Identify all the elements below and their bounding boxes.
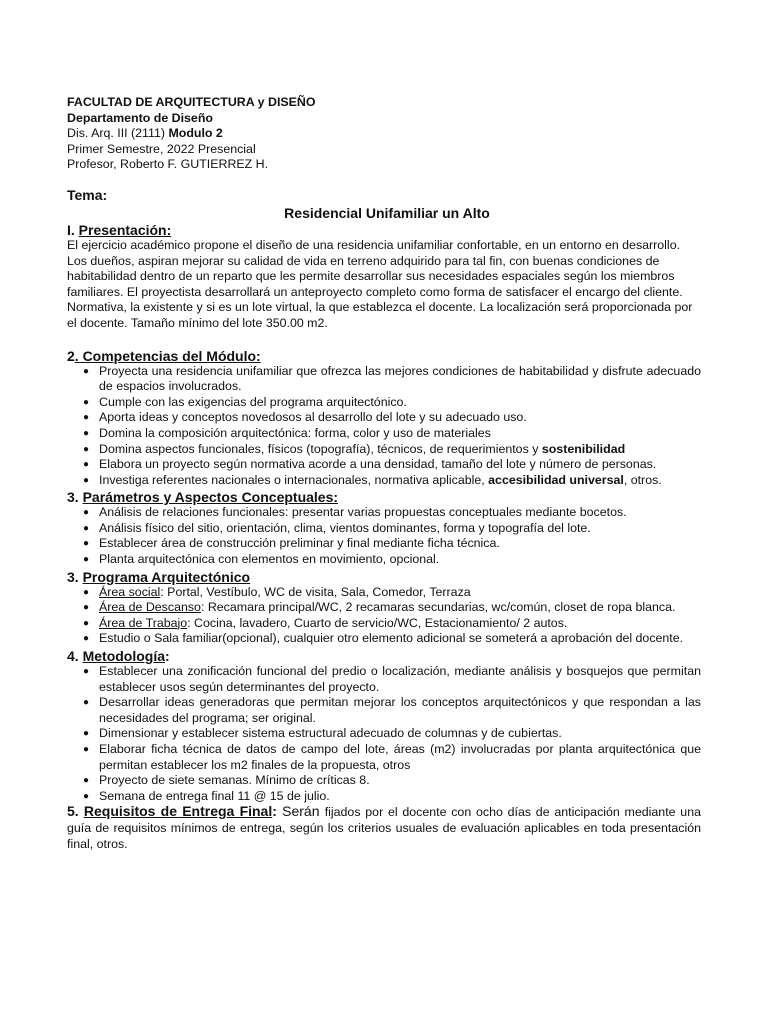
presentacion-text: El ejercicio académico propone el diseño de una residencia unifamiliar confortable, en un entorno en desarrollo. Los dueños, aspiran mejorar su calidad de vida en terreno adquirido para tal fin, con buenas condiciones de habitabilidad dentro de un reparto que les permite desarrollar sus necesidades espaciales según los miembros familiares. El proyectista desarrollará un anteproyecto completo como forma de satisfacer el encargo del cliente. Normativa, la existente y si es un lote virtual, la que establezca el docente. La localización será proporcionada por el docente. Tamaño mínimo del lote 350.00 m2.	[67, 237, 693, 330]
subject-title: Residencial Unifamiliar un Alto	[284, 204, 490, 221]
list-item-text-end: , otros.	[623, 472, 662, 487]
list-item-text: Análisis físico del sitio, orientación, clima, vientos dominantes, forma y topografía del lote.	[99, 520, 591, 535]
course-code	[67, 126, 701, 142]
section-title: Programa Arquitectónico	[82, 568, 251, 585]
module-label: Modulo 2	[168, 126, 223, 141]
section-title-colon: :	[272, 803, 277, 820]
list-item	[83, 726, 701, 742]
bullet-icon: ●	[83, 633, 90, 645]
section-title: Requisitos de Entrega Final	[83, 803, 273, 820]
bullet-icon: ●	[83, 666, 90, 678]
section-title: Presentación:	[78, 221, 172, 238]
list-item-text: : Portal, Vestíbulo, WC de visita, Sala, Comedor, Terraza	[160, 584, 471, 599]
list-item	[83, 410, 701, 426]
list-item-text: Elabora un proyecto según normativa acorde a una densidad, tamaño del lote y número de personas.	[99, 457, 657, 472]
section-number: 4.	[67, 648, 83, 665]
section-number: 5.	[67, 803, 84, 820]
list-item	[83, 457, 701, 473]
section-number: 2	[67, 347, 75, 364]
list-item	[83, 473, 701, 489]
section-number: I.	[67, 221, 79, 238]
list-item-text: Elaborar ficha técnica de datos de campo del lote, áreas (m2) involucradas por planta arquitectónica que permitan establecer los m2 finales de la propuesta, otros	[99, 742, 701, 772]
tema-label: Tema:	[67, 186, 108, 203]
section-metodologia-heading	[67, 648, 701, 664]
section-presentacion-heading	[67, 222, 701, 238]
bullet-icon: ●	[83, 586, 90, 598]
bullet-icon: ●	[83, 775, 90, 787]
list-item-text: Cumple con las exigencias del programa arquitectónico.	[99, 394, 407, 409]
department-name: Departamento de Diseño	[67, 110, 213, 125]
programa-list	[67, 585, 701, 647]
list-item-text: Domina aspectos funcionales, físicos (topografía), técnicos, de requerimientos y	[99, 441, 542, 456]
list-item	[83, 426, 701, 442]
list-item-text: Análisis de relaciones funcionales: presentar varias propuestas conceptuales mediante bocetos.	[99, 505, 627, 520]
list-item	[83, 364, 701, 395]
course-code-text: Dis. Arq. III (2111)	[67, 126, 169, 141]
section-parametros-heading	[67, 489, 701, 505]
section-title: Parámetros y Aspectos Conceptuales:	[82, 489, 339, 506]
professor: Profesor, Roberto F. GUTIERREZ H.	[67, 157, 269, 172]
section-programa-heading	[67, 569, 701, 585]
list-item	[83, 616, 701, 632]
list-item-bold: sostenibilidad	[541, 441, 626, 456]
bullet-icon: ●	[83, 427, 90, 439]
bullet-icon: ●	[83, 744, 90, 755]
list-item	[83, 695, 701, 726]
list-item-text: : Cocina, lavadero, Cuarto de servicio/WC, Estacionamiento/ 2 autos.	[187, 615, 568, 630]
list-item-text: Investiga referentes nacionales o internacionales, normativa aplicable,	[99, 472, 489, 487]
bullet-icon: ●	[83, 507, 90, 519]
list-item-text: Establecer una zonificación funcional del predio o localización, mediante análisis y bosquejos que permitan establecer usos según determinantes del proyecto.	[99, 664, 701, 694]
competencias-list	[67, 364, 701, 489]
requisitos-text: fijados por el docente con ocho días de anticipación mediante una guía de requisitos mínimos de entrega, según los criterios usuales de evaluación aplicables en toda presentación final, otros.	[67, 805, 701, 851]
list-item-text: Establecer área de construcción preliminar y final mediante ficha técnica.	[99, 536, 500, 551]
list-item-text: Estudio o Sala familiar(opcional), cualquier otro elemento adicional se someterá a aprobación del docente.	[99, 631, 684, 646]
list-item-text: Semana de entrega final 11 @ 15 de julio.	[99, 788, 330, 803]
list-item-text: Proyecta una residencia unifamiliar que ofrezca las mejores condiciones de habitabilidad y disfrute adecuado de espacios involucrados.	[99, 363, 701, 394]
section-title-colon: :	[165, 648, 170, 665]
list-item-text: Proyecto de siete semanas. Mínimo de críticas 8.	[99, 773, 370, 788]
bullet-icon: ●	[83, 522, 90, 534]
list-item	[83, 631, 701, 647]
list-item	[83, 773, 701, 789]
list-item	[83, 600, 701, 616]
section-title: Metodología	[82, 648, 166, 665]
section-requisitos	[67, 804, 701, 852]
section-title: . Competencias del Módulo:	[74, 347, 261, 364]
section-number: 3.	[67, 568, 83, 585]
list-item	[83, 521, 701, 537]
list-item	[83, 789, 701, 805]
semester: Primer Semestre, 2022 Presencial	[67, 141, 256, 156]
bullet-icon: ●	[83, 602, 90, 614]
bullet-icon: ●	[83, 697, 90, 709]
area-label: Área de Trabajo	[99, 615, 188, 630]
metodologia-list	[67, 664, 701, 804]
list-item	[83, 505, 701, 521]
list-item	[83, 536, 701, 552]
bullet-icon: ●	[83, 396, 90, 408]
bullet-icon: ●	[83, 365, 90, 377]
bullet-icon: ●	[83, 554, 90, 566]
requisitos-intro: Serán	[276, 803, 325, 820]
bullet-icon: ●	[83, 617, 90, 629]
list-item-text: Domina la composición arquitectónica: forma, color y uso de materiales	[99, 425, 491, 440]
list-item-bold: accesibilidad universal	[488, 472, 624, 487]
list-item-text: : Recamara principal/WC, 2 recamaras secundarias, wc/común, closet de ropa blanca.	[200, 600, 676, 615]
bullet-icon: ●	[83, 459, 90, 471]
list-item-text: Desarrollar ideas generadoras que permitan mejorar los conceptos arquitectónicos y que respondan a las necesidades del programa; ser original.	[99, 695, 701, 725]
list-item-text: Planta arquitectónica con elementos en movimiento, opcional.	[99, 552, 440, 567]
list-item	[83, 395, 701, 411]
area-label: Área social	[99, 584, 161, 599]
list-item-text: Aporta ideas y conceptos novedosos al desarrollo del lote y su adecuado uso.	[99, 410, 527, 425]
parametros-list	[67, 505, 701, 567]
section-competencias-heading	[67, 348, 701, 364]
bullet-icon: ●	[83, 728, 90, 740]
bullet-icon: ●	[83, 412, 90, 424]
list-item-text: Dimensionar y establecer sistema estructural adecuado de columnas y de cubiertas.	[99, 726, 562, 741]
list-item	[83, 742, 701, 773]
bullet-icon: ●	[83, 474, 90, 486]
faculty-name: FACULTAD DE ARQUITECTURA y DISEÑO	[67, 95, 316, 109]
list-item	[83, 664, 701, 695]
list-item	[83, 442, 701, 458]
area-label: Área de Descanso	[99, 600, 201, 615]
document-content	[67, 95, 701, 852]
section-number: 3.	[67, 489, 83, 506]
bullet-icon: ●	[83, 443, 90, 455]
list-item	[83, 552, 701, 568]
list-item	[83, 585, 701, 601]
bullet-icon: ●	[83, 790, 90, 802]
course-header	[67, 95, 701, 173]
bullet-icon: ●	[83, 538, 90, 550]
